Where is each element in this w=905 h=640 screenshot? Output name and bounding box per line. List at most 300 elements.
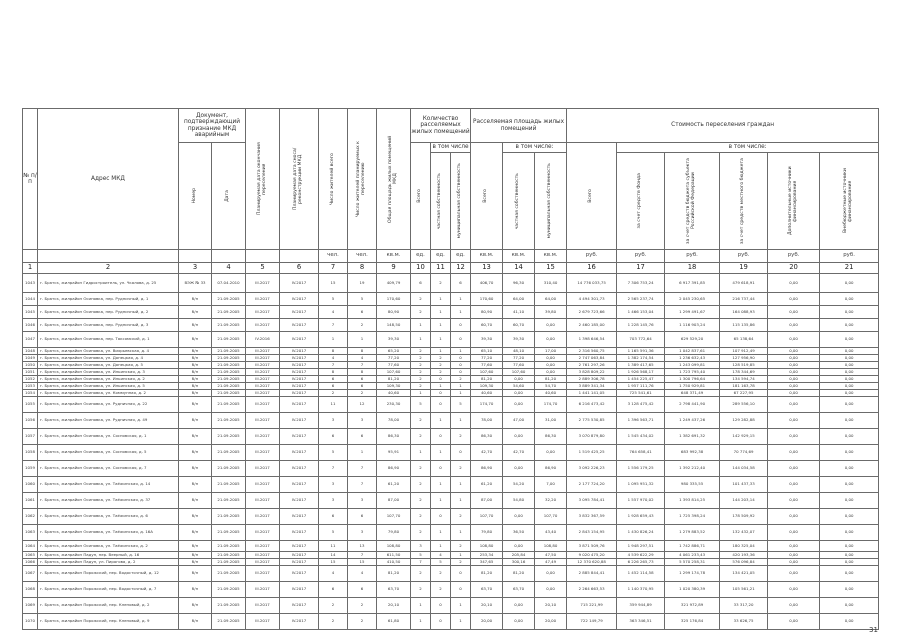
header-area-total: Всего [471,143,503,250]
value-cell: III.2017 [246,598,280,614]
value-cell: 48,10 [503,348,535,355]
header-cost-regional: за счет средств бюджета субъекта Российской Федерации [665,153,720,250]
value-cell: 86,90 [471,461,503,477]
value-cell: 0,00 [820,319,879,332]
value-cell: 325 176,84 [665,614,720,630]
value-cell: 12 370 620,88 [567,559,617,566]
value-cell: 1 [431,293,451,306]
value-cell: 6 216 473,42 [567,397,617,413]
row-number-cell: 1067 [23,566,38,582]
row-number-cell: 1063 [23,525,38,541]
value-cell: 1 236 632,43 [665,355,720,362]
value-cell: 6 [319,429,348,445]
value-cell: 0 [431,429,451,445]
value-cell: 7 306 753,24 [617,274,665,293]
value-cell: III.2017 [246,376,280,383]
address-cell: г. Братск, жилрайон Осиновка, ул. Рудничная, д. 49 [38,413,179,429]
unit-cell: ед. [451,250,471,263]
value-cell: б/н [179,332,212,348]
header-planned-demolition: Планируемая дата сноса/реконструкции МКД [280,109,319,250]
value-cell: 1 [319,332,348,348]
value-cell: IV.2017 [280,552,319,559]
value-cell: 20,00 [535,614,567,630]
value-cell: 0,00 [768,461,820,477]
table-row [23,348,879,355]
header-document-group: Документ, подтверждающий признание МКД аварийным [179,109,246,143]
value-cell: 0,00 [768,274,820,293]
value-cell: 216 737,44 [720,293,768,306]
value-cell: 134 594,74 [720,376,768,383]
value-cell: 2 761 297,26 [567,362,617,369]
value-cell: 5 [451,397,471,413]
column-number: 14 [503,263,535,274]
column-number: 16 [567,263,617,274]
value-cell: 2 [411,293,431,306]
value-cell: IV.2017 [280,525,319,541]
value-cell: 21.09.2005 [212,559,246,566]
value-cell: 107,70 [471,509,503,525]
value-cell: 1 393 814,25 [665,493,720,509]
value-cell: 2 [411,369,431,376]
value-cell: 2 [431,355,451,362]
value-cell: 1 [451,477,471,493]
value-cell: 6 [348,376,377,383]
value-cell: 181 163,78 [720,383,768,390]
value-cell: 41,10 [503,306,535,319]
value-cell: б/н [179,397,212,413]
address-cell: г. Братск, жилрайон Осиновка, ул. Ильинская, д. 3 [38,369,179,376]
value-cell: 0,00 [820,413,879,429]
value-cell: 406,70 [471,274,503,293]
value-cell: 1 [411,332,431,348]
value-cell: 1 466 153,04 [617,306,665,319]
value-cell: 7 [348,477,377,493]
value-cell: б/н [179,383,212,390]
value-cell: 0,00 [820,566,879,582]
value-cell: IV.2017 [280,509,319,525]
address-cell: г. Братск, жилрайон Осиновка, ул. Коммунная, д. 2 [38,390,179,397]
value-cell: 6 [319,582,348,598]
value-cell: III.2017 [246,525,280,541]
value-cell: 81,20 [535,376,567,383]
value-cell: 11 [319,541,348,552]
row-number-cell: 1050 [23,362,38,369]
value-cell: 61,20 [377,477,411,493]
address-cell: г. Братск, жилрайон Порожский, пер. Кленовый, д. 2 [38,598,179,614]
column-number: 12 [451,263,471,274]
value-cell: III.2017 [246,509,280,525]
header-cost-extrabudget: Внебюджетные источники финансирования [820,153,879,250]
value-cell: 1 [451,493,471,509]
value-cell: 21.09.2005 [212,332,246,348]
address-cell: г. Братск, жилрайон Осиновка, пер. Рудничный, д. 3 [38,319,179,332]
column-number: 13 [471,263,503,274]
header-area-municipal: муниципальная собственность [535,153,567,250]
value-cell: 0,00 [820,306,879,319]
value-cell: 107 912,49 [720,348,768,355]
value-cell: 1 723 795,40 [665,369,720,376]
value-cell: 2 [431,362,451,369]
value-cell: 0,00 [768,376,820,383]
unit-cell [212,250,246,263]
value-cell: 0,00 [820,614,879,630]
value-cell: 3 889 341,34 [567,383,617,390]
value-cell: б/н [179,413,212,429]
value-cell: 21.09.2005 [212,445,246,461]
value-cell: 87,00 [471,493,503,509]
value-cell: 1 557 970,02 [617,493,665,509]
header-cost-group: Стоимость переселения граждан [567,109,879,143]
table-row [23,413,879,429]
value-cell: 0 [451,445,471,461]
value-cell: 0 [451,362,471,369]
value-cell: 115 135,86 [720,319,768,332]
value-cell: 0 [431,509,451,525]
value-cell: 0,00 [820,376,879,383]
value-cell: IV.2017 [280,582,319,598]
value-cell: 65,20 [377,348,411,355]
value-cell: б/н [179,362,212,369]
value-cell: IV.2016 [246,332,280,348]
value-cell: 0,00 [768,559,820,566]
value-cell: 21.09.2005 [212,306,246,319]
value-cell: 15 [348,559,377,566]
value-cell: 0,00 [820,477,879,493]
unit-cell [280,250,319,263]
value-cell: 61,80 [377,614,411,630]
value-cell: III.2017 [246,355,280,362]
address-cell: г. Братск, жилрайон Порожский, пер. Водосточный, д. 12 [38,566,179,582]
value-cell: 2 [411,362,431,369]
value-cell: б/н [179,461,212,477]
value-cell: 2 [451,429,471,445]
table-row [23,355,879,362]
value-cell: 2 [348,598,377,614]
value-cell: 0,00 [503,429,535,445]
value-cell: 1 249 437,26 [665,413,720,429]
column-number: 10 [411,263,431,274]
value-cell: 0,00 [768,362,820,369]
value-cell: III.2017 [246,306,280,319]
value-cell: 0,00 [768,397,820,413]
value-cell: 63,70 [377,582,411,598]
value-cell: 2 [319,614,348,630]
value-cell: 21.09.2005 [212,552,246,559]
value-cell: 33 626,75 [720,614,768,630]
value-cell: 0 [431,376,451,383]
value-cell: 3 [348,525,377,541]
value-cell: 1 [451,552,471,559]
value-cell: 4 [319,355,348,362]
value-cell: 7 [319,362,348,369]
value-cell: 1 [451,390,471,397]
value-cell: 2 [411,429,431,445]
value-cell: 0 [431,397,451,413]
value-cell: IV.2017 [280,429,319,445]
address-cell: г. Братск, жилрайон Осиновка, ул. Таёжинская, д. 6 [38,509,179,525]
value-cell: IV.2017 [280,355,319,362]
value-cell: б/н [179,390,212,397]
value-cell: 6 917 391,85 [665,274,720,293]
value-cell: 21.09.2005 [212,413,246,429]
value-cell: 5 570 258,31 [665,559,720,566]
value-cell: 0,00 [820,348,879,355]
value-cell: 0,00 [768,332,820,348]
value-cell: 6 [348,509,377,525]
value-cell: 629 529,20 [665,332,720,348]
value-cell: 2 565 237,74 [617,293,665,306]
table-row [23,566,879,582]
value-cell: 0,00 [820,355,879,362]
value-cell: б/н [179,348,212,355]
header-no: № п/п [23,109,38,250]
table-row [23,306,879,319]
value-cell: III.2017 [246,493,280,509]
value-cell: 3 070 879,80 [567,429,617,445]
row-number-cell: 1045 [23,306,38,319]
header-rooms-municipal: муниципальная собственность [451,153,471,250]
value-cell: 5 [319,293,348,306]
value-cell: 3 832 367,59 [567,509,617,525]
value-cell: 1 [431,525,451,541]
value-cell: 21.09.2005 [212,362,246,369]
table-row [23,319,879,332]
value-cell: 2 679 723,66 [567,306,617,319]
value-cell: 7 [348,552,377,559]
table-row [23,332,879,348]
value-cell: 3 [319,493,348,509]
value-cell: 0,00 [820,445,879,461]
value-cell: III.2017 [246,319,280,332]
value-cell: 722 149,79 [567,614,617,630]
value-cell: 1 [348,332,377,348]
value-cell: 0,00 [820,383,879,390]
value-cell: 2 [411,525,431,541]
value-cell: б/н [179,525,212,541]
value-cell: 6 [348,429,377,445]
value-cell: б/н [179,566,212,582]
value-cell: 0,00 [820,598,879,614]
address-cell: г. Братск, жилрайон Осиновка, ул. Рудничная, д. 22 [38,397,179,413]
value-cell: 164 088,93 [720,306,768,319]
value-cell: 3 [348,413,377,429]
value-cell: б/н [179,559,212,566]
value-cell: 0,00 [503,397,535,413]
value-cell: ВЭЖ № 33 [179,274,212,293]
value-cell: IV.2017 [280,274,319,293]
column-number: 6 [280,263,319,274]
value-cell: 4 [431,552,451,559]
value-cell: 0,00 [535,582,567,598]
value-cell: 1 300 796,64 [665,376,720,383]
value-cell: 764 658,41 [617,445,665,461]
value-cell: 0,00 [820,461,879,477]
value-cell: 39,30 [503,332,535,348]
row-number-cell: 1053 [23,383,38,390]
header-area-group: Расселяемая площадь жилых помещений [471,109,567,143]
value-cell: 1 279 883,52 [665,525,720,541]
value-cell: 0,00 [820,559,879,566]
column-number: 11 [431,263,451,274]
value-cell: 21.09.2005 [212,348,246,355]
value-cell: 108,80 [377,541,411,552]
row-number-cell: 1046 [23,319,38,332]
value-cell: 1 [431,306,451,319]
value-cell: 0,00 [768,355,820,362]
value-cell: 21.09.2005 [212,598,246,614]
value-cell: 2 [411,509,431,525]
unit-cell: руб. [768,250,820,263]
value-cell: 3 871 509,76 [567,541,617,552]
row-number-cell: 1056 [23,413,38,429]
value-cell: 95,91 [377,445,411,461]
value-cell: III.2017 [246,274,280,293]
value-cell: 40,60 [535,390,567,397]
value-cell: 21.09.2005 [212,319,246,332]
value-cell: б/н [179,614,212,630]
value-cell: 1 389 417,65 [617,362,665,369]
row-number-cell: 1052 [23,376,38,383]
value-cell: 15 [319,274,348,293]
value-cell: б/н [179,598,212,614]
value-cell: IV.2017 [280,348,319,355]
value-cell: 1 [451,383,471,390]
value-cell: 0,00 [535,355,567,362]
value-cell: 1 [451,348,471,355]
value-cell: 6 [319,376,348,383]
value-cell: 1 140 370,95 [617,582,665,598]
address-cell: г. Братск, жилрайон Гидростроитель, ул. Чкалова, д. 25 [38,274,179,293]
value-cell: 0,00 [820,274,879,293]
header-cost-including: в том числе: [617,143,879,153]
value-cell: 0,00 [768,509,820,525]
value-cell: 420 193,36 [720,552,768,559]
value-cell: 1 [431,383,451,390]
value-cell: 2 [431,582,451,598]
value-cell: 77,20 [377,355,411,362]
value-cell: 20,10 [471,598,503,614]
value-cell: б/н [179,369,212,376]
value-cell: 148,50 [377,319,411,332]
value-cell: 0,00 [768,477,820,493]
row-number-cell: 1043 [23,274,38,293]
value-cell: 21.09.2005 [212,429,246,445]
row-number-cell: 1064 [23,541,38,552]
value-cell: 725 541,61 [617,390,665,397]
value-cell: III.2017 [246,413,280,429]
value-cell: 129 282,88 [720,413,768,429]
table-row [23,369,879,376]
value-cell: 2 [348,390,377,397]
value-cell: 2 [411,582,431,598]
value-cell: 0 [451,319,471,332]
value-cell: 134 421,05 [720,566,768,582]
value-cell: 6 226 265,73 [617,559,665,566]
value-cell: IV.2017 [280,413,319,429]
value-cell: IV.2017 [280,332,319,348]
header-rooms-group: Количество расселяемых жилых помещений [411,109,471,143]
value-cell: 0,00 [820,390,879,397]
value-cell: 07.04.2010 [212,274,246,293]
header-residents-total: Число жителей всего [319,109,348,250]
value-cell: 1 [451,525,471,541]
table-body [23,274,879,630]
row-number-cell: 1044 [23,293,38,306]
table-row [23,525,879,541]
value-cell: III.2017 [246,293,280,306]
value-cell: 6 [319,509,348,525]
value-cell: 1 928 659,43 [617,509,665,525]
value-cell: 1 [451,413,471,429]
value-cell: 86,30 [471,429,503,445]
column-number: 19 [720,263,768,274]
value-cell: 1 [431,413,451,429]
value-cell: 60,70 [471,319,503,332]
value-cell: 0,00 [535,332,567,348]
value-cell: б/н [179,493,212,509]
value-cell: 0 [431,614,451,630]
value-cell: 2 [451,461,471,477]
value-cell: 21.09.2005 [212,582,246,598]
value-cell: 1 750 929,81 [665,383,720,390]
value-cell: 21.09.2005 [212,461,246,477]
value-cell: 1 299 491,67 [665,306,720,319]
value-cell: 21.09.2005 [212,397,246,413]
value-cell: 178 509,92 [720,509,768,525]
value-cell: 132 432,07 [720,525,768,541]
unit-cell: ед. [411,250,431,263]
value-cell: 77,60 [471,362,503,369]
table-row [23,362,879,369]
unit-cell: руб. [665,250,720,263]
value-cell: 6 [348,582,377,598]
value-cell: 230,30 [377,397,411,413]
value-cell: 7 [411,559,431,566]
value-cell: 347,65 [471,559,503,566]
value-cell: III.2017 [246,369,280,376]
value-cell: III.2017 [246,445,280,461]
value-cell: 144 203,14 [720,493,768,509]
value-cell: 611,50 [377,552,411,559]
value-cell: 0,00 [820,429,879,445]
value-cell: 0,00 [820,293,879,306]
value-cell: 81,20 [471,566,503,582]
header-doc-date: Дата [212,143,246,250]
value-cell: IV.2017 [280,369,319,376]
address-cell: г. Братск, жилрайон Осиновка, ул. Таёжинская, д. 14 [38,477,179,493]
address-cell: г. Братск, жилрайон Осиновка, ул. Таёжинская, д. 16А [38,525,179,541]
value-cell: 2 [411,355,431,362]
value-cell: 0,00 [768,552,820,559]
value-cell: IV.2017 [280,559,319,566]
value-cell: 20,10 [535,598,567,614]
unit-cell: кв.м. [503,250,535,263]
column-number: 3 [179,263,212,274]
value-cell: 0,00 [503,598,535,614]
address-cell: г. Братск, жилрайон Падун, ул. Пирогова, д. 2 [38,559,179,566]
value-cell: 703 772,64 [617,332,665,348]
value-cell: IV.2017 [280,461,319,477]
table-row [23,598,879,614]
value-cell: 180 325,04 [720,541,768,552]
value-cell: 683 992,38 [665,445,720,461]
value-cell: 31,00 [535,413,567,429]
value-cell: 33 317,20 [720,598,768,614]
value-cell: 21.09.2005 [212,541,246,552]
value-cell: 1 [431,541,451,552]
table-row [23,493,879,509]
value-cell: 1 [411,319,431,332]
